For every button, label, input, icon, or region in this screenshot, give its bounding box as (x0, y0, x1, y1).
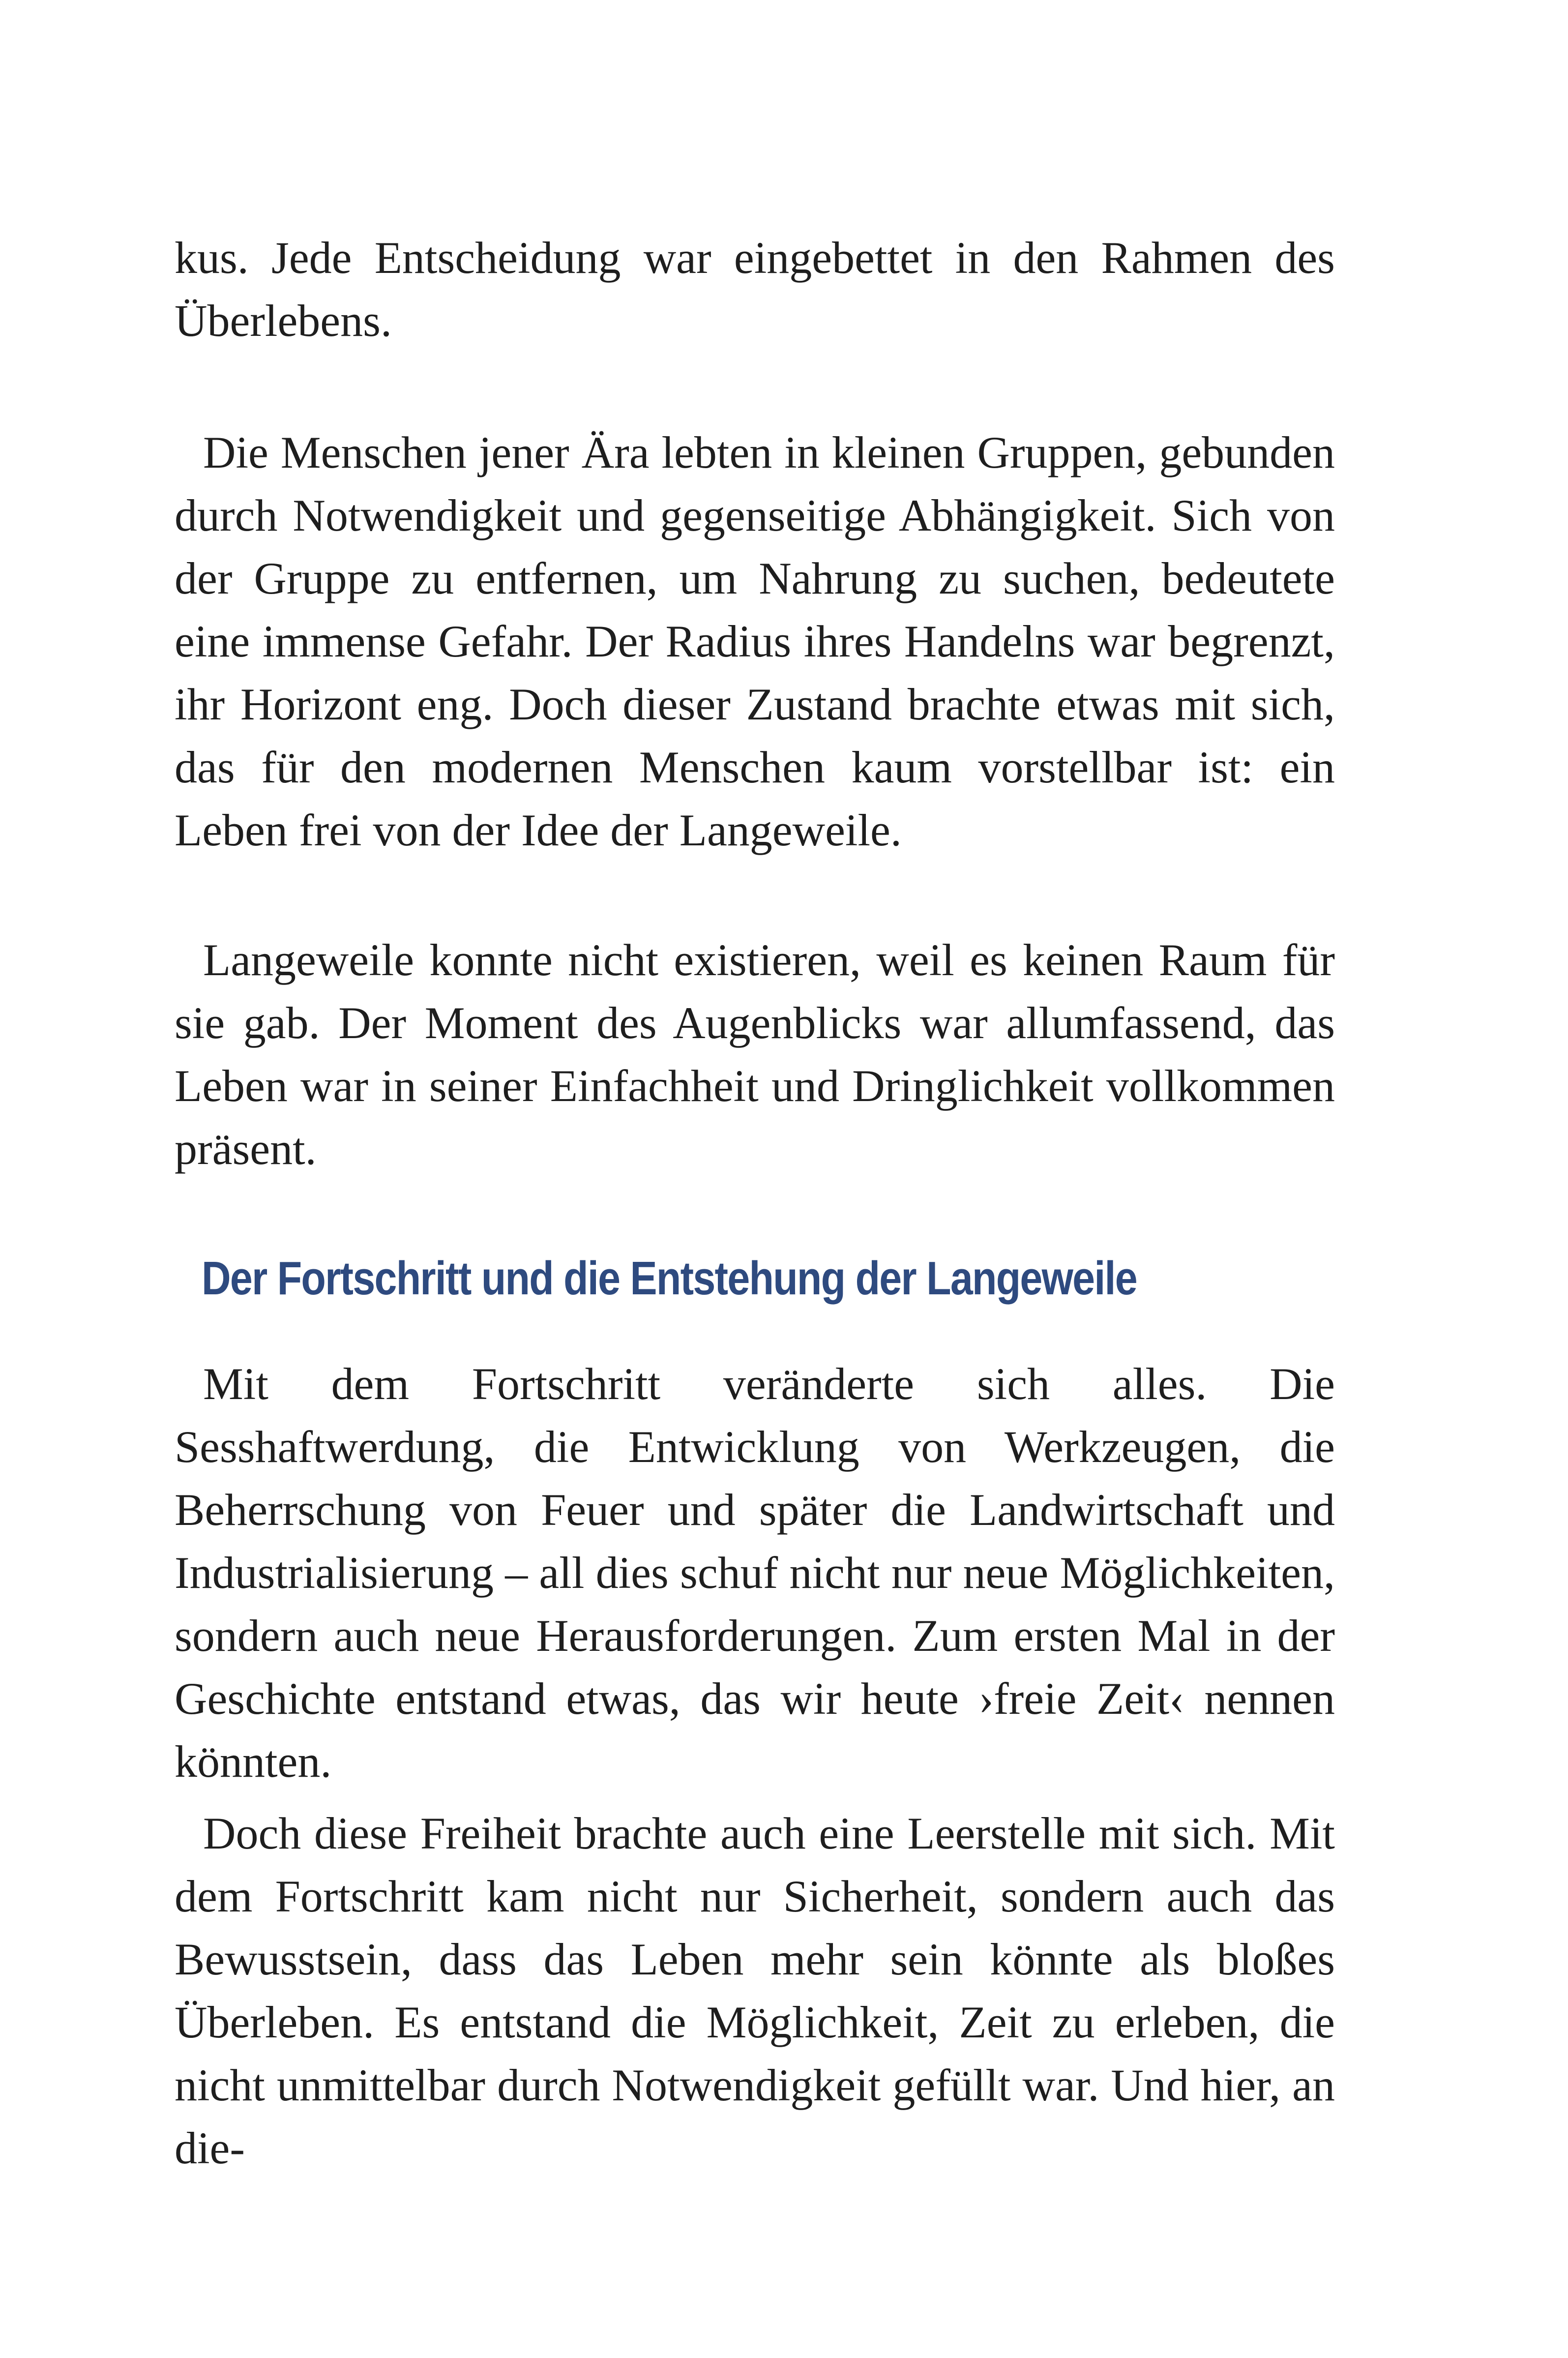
paragraph-boredom-absent: Langeweile konnte nicht existieren, weil es keinen Raum für sie gab. Der Moment des Augenblicks war allumfassend, das Leben war in seiner Einfachheit und Dringlichkeit vollkommen präsent. (175, 935, 1335, 1174)
paragraph-small-groups: Die Menschen jener Ära lebten in kleinen Gruppen, gebunden durch Notwendigkeit und gegenseitige Abhängigkeit. Sich von der Gruppe zu entfernen, um Nahrung zu suchen, bedeutete eine immense Gefahr. Der Radius ihres Handelns war begrenzt, ihr Horizont eng. Doch dieser Zustand brachte etwas mit sich, das für den modernen Menschen kaum vorstellbar ist: ein Leben frei von der Idee der Langeweile. (175, 427, 1335, 855)
paragraph-continuation: kus. Jede Entscheidung war eingebettet in den Rahmen des Überlebens. (175, 233, 1335, 346)
section-heading: Der Fortschritt und die Entstehung der Langeweile (202, 1252, 1137, 1305)
paragraph-freedom-void: Doch diese Freiheit brachte auch eine Leerstelle mit sich. Mit dem Fortschritt kam nicht nur Sicherheit, sondern auch das Bewusstsein, dass das Leben mehr sein könnte als bloßes Überleben. Es entstand die Möglichkeit, Zeit zu erleben, die nicht unmittelbar durch Notwendigkeit gefüllt war. Und hier, an die- (175, 1808, 1335, 2173)
paragraph-progress: Mit dem Fortschritt veränderte sich alles. Die Sesshaftwerdung, die Entwicklung von Werkzeugen, die Beherrschung von Feuer und später die Landwirtschaft und Industrialisierung – all dies schuf nicht nur neue Möglichkeiten, sondern auch neue Herausforderungen. Zum ersten Mal in der Geschichte entstand etwas, das wir heute ›freie Zeit‹ nennen könnten. (175, 1359, 1335, 1787)
